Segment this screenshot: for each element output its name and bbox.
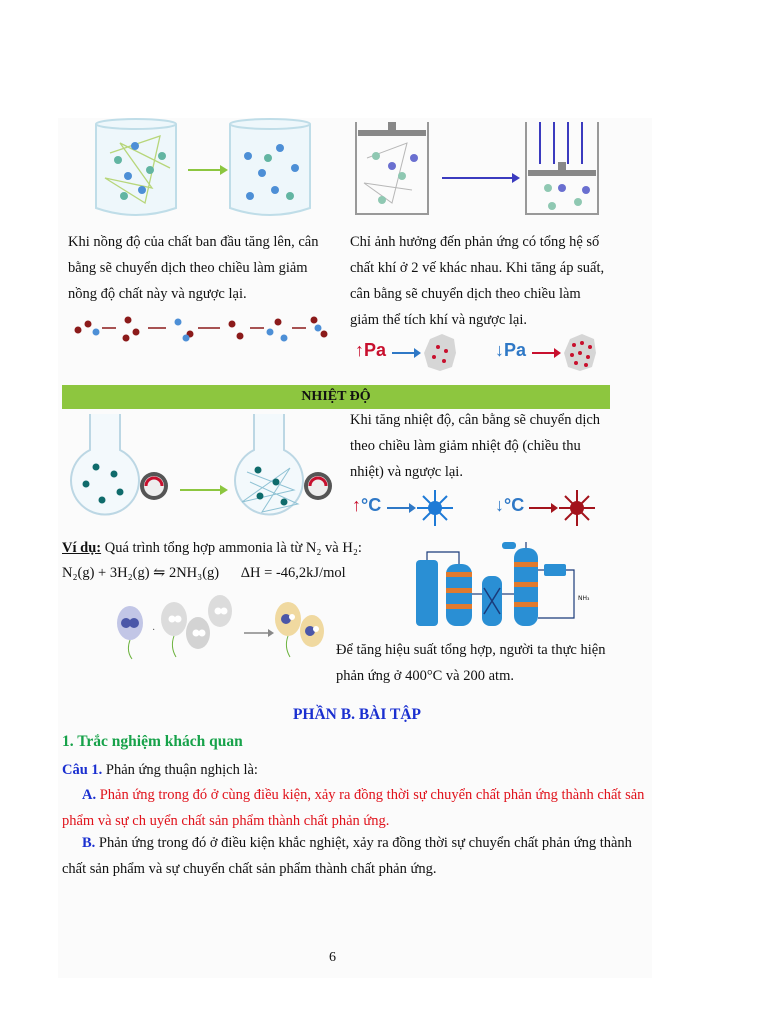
temperature-down-indicator: ↓°C xyxy=(495,495,525,515)
temperature-flasks-illustration xyxy=(62,412,342,527)
balloons-illustration xyxy=(110,593,330,665)
temperature-heading: NHIỆT ĐỘ xyxy=(62,385,610,409)
reaction-enthalpy: ΔH = -46,2kJ/mol xyxy=(240,565,346,581)
ammonia-plant-diagram xyxy=(410,538,600,633)
section-title: PHẦN B. BÀI TẬP xyxy=(292,706,422,723)
arrow-up-icon: ↑ xyxy=(352,495,361,515)
example-note: Để tăng hiệu suất tổng hợp, người ta thực hiện phản ứng ở 400°C và 200 atm. xyxy=(336,642,606,684)
option-b: B. Phản ứng trong đó ở điều kiện khắc nghiệt, xảy ra đồng thời sự chuyển chất phản ứng thành chất sản phẩm và sự chuyển chất sản phẩm thành chất phản ứng. xyxy=(62,835,632,877)
example-equation-line xyxy=(62,560,392,586)
pressure-down-indicator: ↓Pa xyxy=(495,340,527,360)
arrow-up-icon: ↑ xyxy=(355,340,364,360)
example-intro: Ví dụ: Quá trình tổng hợp ammonia là từ N₂ và H₂: xyxy=(62,540,362,556)
pressure-up-diagram xyxy=(390,333,470,373)
pressure-cylinders-illustration xyxy=(352,118,602,218)
pressure-text: Chỉ ảnh hưởng đến phản ứng có tổng hệ số chất khí ở 2 vế khác nhau. Khi tăng áp suất, cân bằng sẽ chuyển dịch theo chiều làm giảm thể tích khí và ngược lại. xyxy=(350,234,605,328)
concentration-beakers-illustration xyxy=(90,118,310,223)
temperature-up-indicator: ↑°C xyxy=(352,495,382,515)
concentration-molecules-illustration xyxy=(70,310,340,346)
temperature-down-diagram xyxy=(527,488,607,528)
temperature-text: Khi tăng nhiệt độ, cân bằng sẽ chuyển dịch theo chiều làm giảm nhiệt độ (chiều thu nhiệt) và ngược lại. xyxy=(350,412,601,480)
svg-text:·: · xyxy=(152,625,156,636)
arrow-down-icon: ↓ xyxy=(495,340,504,360)
question-1: Câu 1. Phản ứng thuận nghịch là: xyxy=(62,762,258,778)
svg-text:NH₃: NH₃ xyxy=(578,595,590,602)
pressure-up-indicator: ↑Pa xyxy=(355,340,387,360)
page-number: 6 xyxy=(329,950,336,965)
reaction-equation: N₂(g) + 3H₂(g) ⇋ 2NH₃(g) xyxy=(62,565,220,581)
section-subtitle: 1. Trắc nghiệm khách quan xyxy=(62,733,243,750)
concentration-text: Khi nồng độ của chất ban đầu tăng lên, cân bằng sẽ chuyển dịch theo chiều làm giảm nồng độ chất này và ngược lại. xyxy=(68,234,319,302)
option-a: A. Phản ứng trong đó ở cùng điều kiện, xảy ra đồng thời sự chuyển chất phản ứng thành chất sản phẩm và sự ch uyển chất sản phẩm thành chất phản ứng. xyxy=(62,787,645,829)
arrow-down-icon: ↓ xyxy=(495,495,504,515)
pressure-down-diagram xyxy=(530,333,610,373)
temperature-up-diagram xyxy=(385,488,465,528)
